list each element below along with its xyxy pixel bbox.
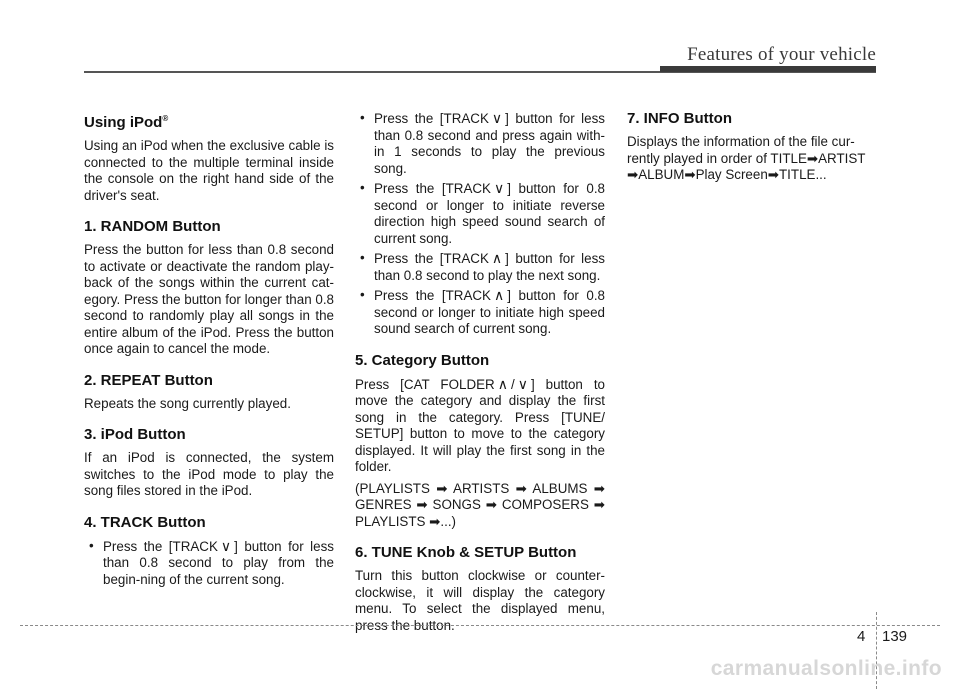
section-body: Press [CAT FOLDER ∧ / ∨ ] button to move the category and display the first song in the category. Press [TUNE/ SETUP] button to move to the category displayed. It will play the first song in the folder. xyxy=(355,375,606,474)
chevron-down-icon: ∨ xyxy=(491,110,503,126)
list-item: • Press the [TRACK ∨ ] button for 0.8 second or longer to initiate reverse direction high speed sound search of current song. xyxy=(355,180,605,247)
section-category-button xyxy=(355,352,605,531)
column-middle xyxy=(355,110,605,648)
chevron-up-icon: ∧ xyxy=(491,250,503,266)
list-item: • Press the [TRACK ∧ ] button for less than 0.8 second to play the next song. xyxy=(355,250,605,284)
chevron-down-icon: ∨ xyxy=(494,180,505,196)
header-bar xyxy=(660,66,876,72)
section-random-button xyxy=(84,218,334,358)
section-repeat-button xyxy=(84,372,334,413)
section-body: Displays the information of the file cur-rently played in order of TITLE➡ARTIST ➡ALBUM➡Play Screen➡TITLE... xyxy=(627,134,866,182)
section-title: Using iPod® xyxy=(84,114,169,131)
section-title: 7. INFO Button xyxy=(627,110,732,127)
list-item: • Press the [TRACK ∨ ] button for less than 0.8 second to play from the begin-ning of the current song. xyxy=(84,538,334,589)
footer-rule xyxy=(20,625,940,626)
chapter-number: 4 xyxy=(857,628,866,645)
section-tune-knob xyxy=(355,544,605,634)
chevron-up-icon: ∧ xyxy=(497,375,508,392)
section-title: 2. REPEAT Button xyxy=(84,371,213,389)
section-body: Press the button for less than 0.8 second to activate or deactivate the random play-back of the songs within the current cat-egory. Press the button for longer than 0.8 second to randomly play all songs in the entire album of the iPod. Press the button once again to cancel the mode. xyxy=(84,242,334,356)
section-title: 1. RANDOM Button xyxy=(84,218,221,235)
section-info-button xyxy=(627,110,877,184)
page-number: 139 xyxy=(882,628,908,645)
watermark: carmanualsonline.info xyxy=(710,657,942,680)
section-body: Using an iPod when the exclusive cable is connected to the multiple terminal inside the console on the right hand side of the driver's seat. xyxy=(84,138,334,203)
chevron-down-icon: ∨ xyxy=(517,375,528,392)
section-title: 3. iPod Button xyxy=(84,426,186,443)
section-body: Turn this button clockwise or counter-clockwise, it will display the category menu. To select the displayed menu, press the button. xyxy=(355,568,605,633)
list-item: • Press the [TRACK ∧ ] button for 0.8 second or longer to initiate high speed sound search of current song. xyxy=(355,287,605,338)
section-title: 4. TRACK Button xyxy=(84,513,206,531)
chevron-down-icon: ∨ xyxy=(220,537,232,554)
column-right xyxy=(627,110,877,198)
section-title: 6. TUNE Knob & SETUP Button xyxy=(355,544,577,561)
category-sequence: (PLAYLISTS ➡ ARTISTS ➡ ALBUMS ➡ GENRES ➡ SONGS ➡ COMPOSERS ➡ PLAYLISTS ➡...) xyxy=(355,480,605,529)
section-title: 5. Category Button xyxy=(355,351,490,369)
section-track-continued xyxy=(355,110,605,338)
section-body: Repeats the song currently played. xyxy=(84,395,291,411)
list-item: • Press the [TRACK ∨ ] button for less than 0.8 second and press again with-in 1 seconds to play the previous song. xyxy=(355,110,605,177)
section-body: If an iPod is connected, the system switches to the iPod mode to play the song files stored in the iPod. xyxy=(84,450,334,498)
column-left xyxy=(84,110,334,602)
chevron-up-icon: ∧ xyxy=(494,287,505,303)
section-using-ipod xyxy=(84,110,334,204)
section-track-button xyxy=(84,514,334,589)
section-ipod-button xyxy=(84,426,334,500)
page-header-title: Features of your vehicle xyxy=(687,44,876,65)
